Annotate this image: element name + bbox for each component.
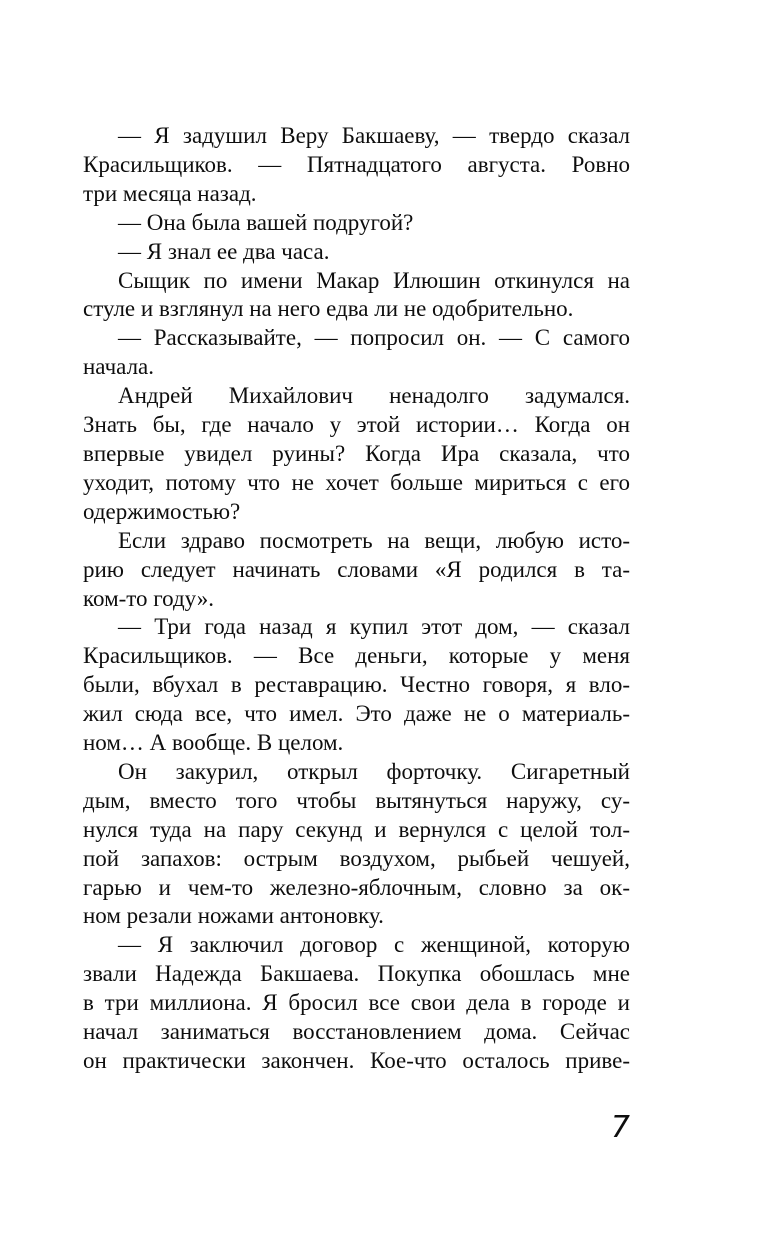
text-line: — Я заключил договор с женщиной, которую [118, 932, 630, 958]
text-line: Андрей Михайлович ненадолго задумался. [118, 383, 630, 409]
text-line: три месяца назад. [83, 180, 257, 206]
text-line: Сыщик по имени Макар Илюшин откинулся на [118, 267, 630, 293]
text-line: он практически закончен. Кое-что осталось приве- [83, 1048, 630, 1073]
page-number: 7 [610, 1110, 630, 1145]
text-line: ном резали ножами антоновку. [83, 903, 384, 929]
text-line: нулся туда на пару секунд и вернулся с целой тол- [83, 816, 630, 842]
text-line: Красильщиков. — Пятнадцатого августа. Ровно [83, 151, 630, 177]
text-line: — Она была вашей подругой? [118, 209, 414, 235]
text-line: были, вбухал в реставрацию. Честно говоря, я вло- [83, 672, 630, 698]
text-line: одержимостью? [83, 498, 241, 524]
text-line: Если здраво посмотреть на вещи, любую исто- [118, 527, 630, 553]
text-line: дым, вместо того чтобы вытянуться наружу, су- [83, 787, 630, 813]
text-line: жил сюда все, что имел. Это даже не о материаль- [83, 701, 630, 727]
text-line: начала. [83, 354, 155, 380]
text-line: ком-то году». [83, 585, 215, 611]
text-line: в три миллиона. Я бросил все свои дела в городе и [83, 990, 630, 1016]
text-line: Знать бы, где начало у этой истории… Когда он [83, 412, 630, 438]
text-line: — Рассказывайте, — попросил он. — С самого [118, 325, 630, 351]
text-line: гарью и чем-то железно-яблочным, словно за ок- [83, 874, 630, 900]
text-line: — Я знал ее два часа. [118, 238, 330, 264]
text-block [83, 122, 630, 1076]
text-line: впервые увидел руины? Когда Ира сказала, что [83, 440, 630, 466]
text-line: — Я задушил Веру Бакшаеву, — твердо сказал [118, 123, 630, 148]
text-line: ном… А вообще. В целом. [83, 730, 344, 756]
text-line: звали Надежда Бакшаева. Покупка обошлась мне [83, 961, 630, 987]
text-line: Красильщиков. — Все деньги, которые у меня [83, 643, 630, 669]
text-line: стуле и взглянул на него едва ли не одобрительно. [83, 296, 574, 322]
text-line: — Три года назад я купил этот дом, — сказал [118, 614, 630, 640]
text-line: рию следует начинать словами «Я родился в та- [83, 556, 630, 582]
text-line: пой запахов: острым воздухом, рыбьей чешуей, [83, 845, 630, 871]
text-line: уходит, потому что не хочет больше мириться с его [83, 469, 630, 495]
text-line: начал заниматься восстановлением дома. Сейчас [83, 1019, 630, 1045]
text-line: Он закурил, открыл форточку. Сигаретный [118, 758, 630, 784]
